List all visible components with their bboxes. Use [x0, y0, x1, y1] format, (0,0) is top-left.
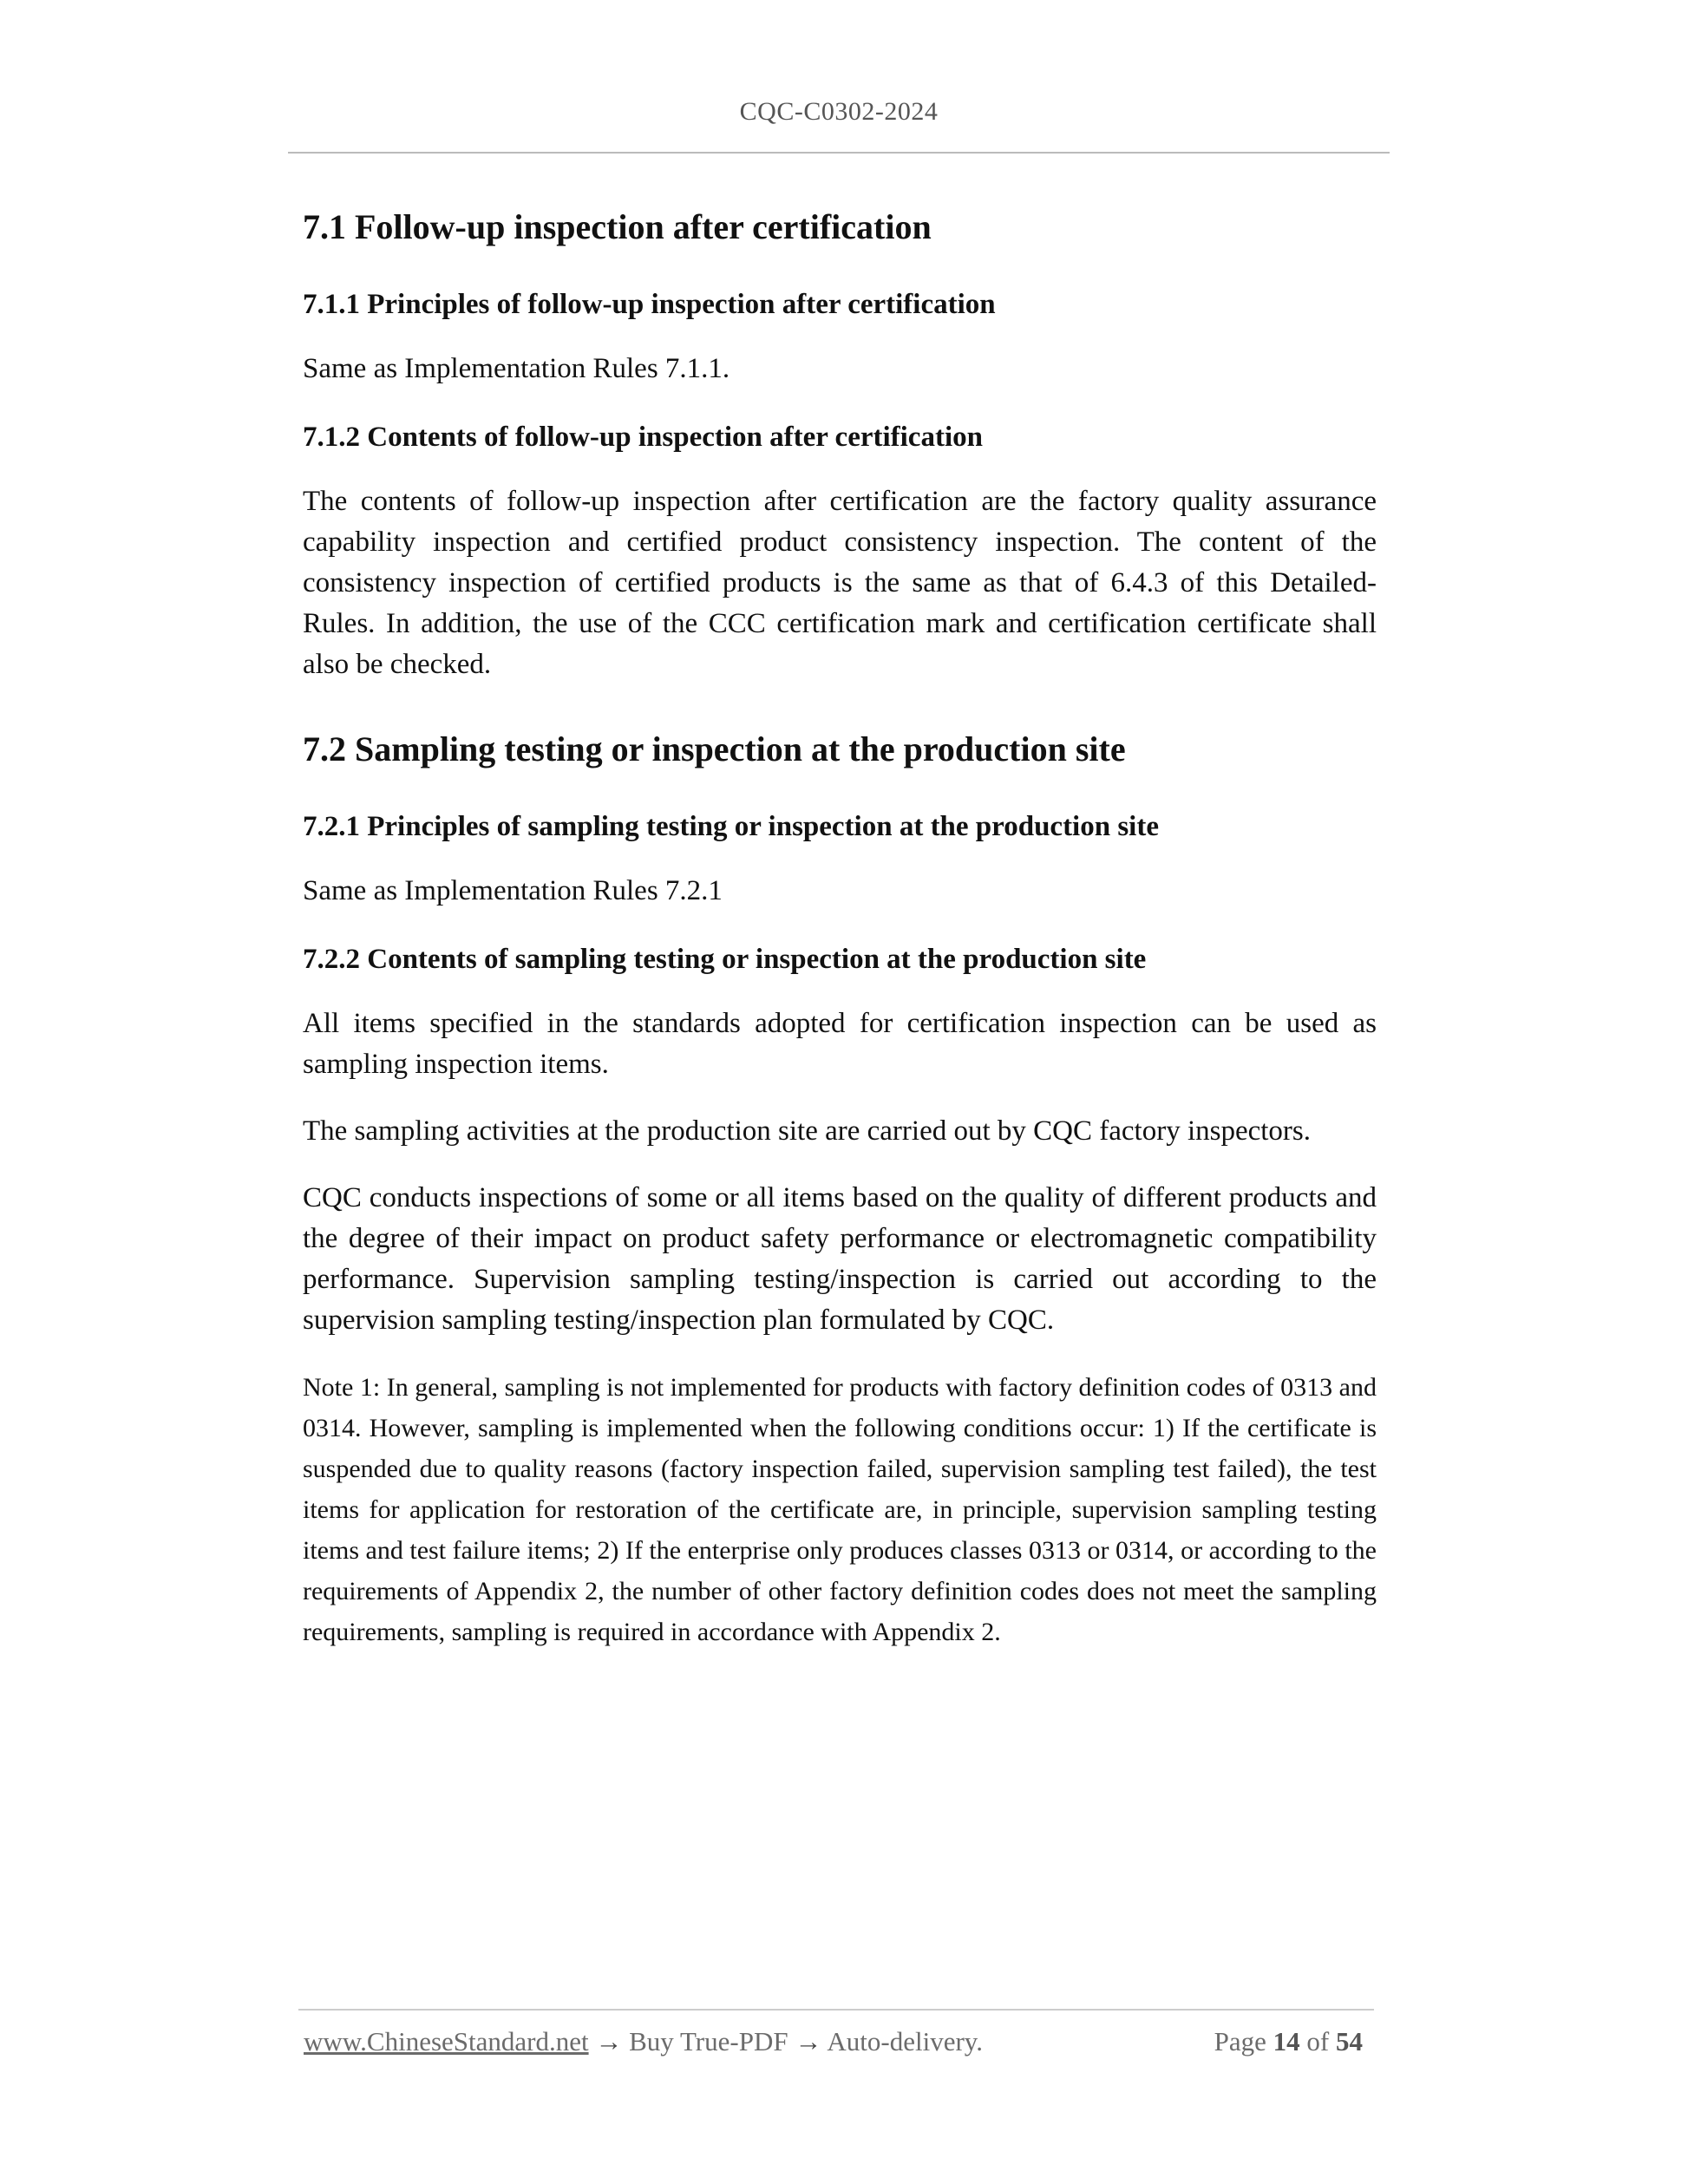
of-label: of	[1306, 2026, 1330, 2056]
website-link[interactable]: www.ChineseStandard.net	[304, 2026, 589, 2056]
page-counter	[1214, 2026, 1363, 2057]
paragraph-7-2-2-c: CQC conducts inspections of some or all items based on the quality of different products and the degree of their impact on product safety performance or electromagnetic compatibility performance. Supervision sampling testing/inspection is carried out according to the supervision sampling testing/inspection plan formulated by CQC.	[303, 1182, 1377, 1336]
footer-divider	[298, 2009, 1374, 2011]
arrow-right-icon: →	[795, 2026, 822, 2056]
page-footer	[304, 2026, 1375, 2070]
page-total: 54	[1336, 2026, 1363, 2056]
page-number: 14	[1273, 2026, 1300, 2056]
subsection-title-7-2-2: 7.2.2 Contents of sampling testing or inspection at the production site	[303, 944, 1147, 975]
subsection-title-7-2-1: 7.2.1 Principles of sampling testing or inspection at the production site	[303, 811, 1159, 842]
header-divider	[288, 152, 1390, 154]
paragraph-7-2-2-a: All items specified in the standards adopted for certification inspection can be used as sampling inspection items.	[303, 1008, 1377, 1080]
delivery-text: Auto-delivery.	[827, 2026, 984, 2056]
paragraph-7-1-2: The contents of follow-up inspection after certification are the factory quality assurance capability inspection and certified product consistency inspection. The content of the consistency inspection of certified products is the same as that of 6.4.3 of this Detailed-Rules. In addition, the use of the CCC certification mark and certification certificate shall also be checked.	[303, 486, 1377, 680]
page-header: CQC-C0302-2024	[739, 97, 939, 126]
paragraph-7-2-2-b: The sampling activities at the production site are carried out by CQC factory inspectors.	[303, 1115, 1311, 1147]
footer-promo	[304, 2026, 983, 2057]
section-title-7-1: 7.1 Follow-up inspection after certification	[303, 207, 932, 246]
buy-text: Buy True-PDF	[629, 2026, 788, 2056]
subsection-title-7-1-1: 7.1.1 Principles of follow-up inspection after certification	[303, 289, 996, 320]
subsection-title-7-1-2: 7.1.2 Contents of follow-up inspection after certification	[303, 422, 983, 453]
arrow-right-icon: →	[595, 2026, 623, 2056]
page-label: Page	[1214, 2026, 1266, 2056]
paragraph-7-1-1: Same as Implementation Rules 7.1.1.	[303, 353, 730, 384]
page-content	[303, 201, 1377, 1652]
section-title-7-2: 7.2 Sampling testing or inspection at the production site	[303, 729, 1126, 768]
note-1: Note 1: In general, sampling is not implemented for products with factory definition codes of 0313 and 0314. However, sampling is implemented when the following conditions occur: 1) If the certificate is suspended due to quality reasons (factory inspection failed, supervision sampling test failed), the test items for application for restoration of the certificate are, in principle, supervision sampling testing items and test failure items; 2) If the enterprise only produces classes 0313 or 0314, or according to the requirements of Appendix 2, the number of other factory definition codes does not meet the sampling requirements, sampling is required in accordance with Appendix 2.	[303, 1373, 1377, 1646]
paragraph-7-2-1: Same as Implementation Rules 7.2.1	[303, 875, 723, 906]
